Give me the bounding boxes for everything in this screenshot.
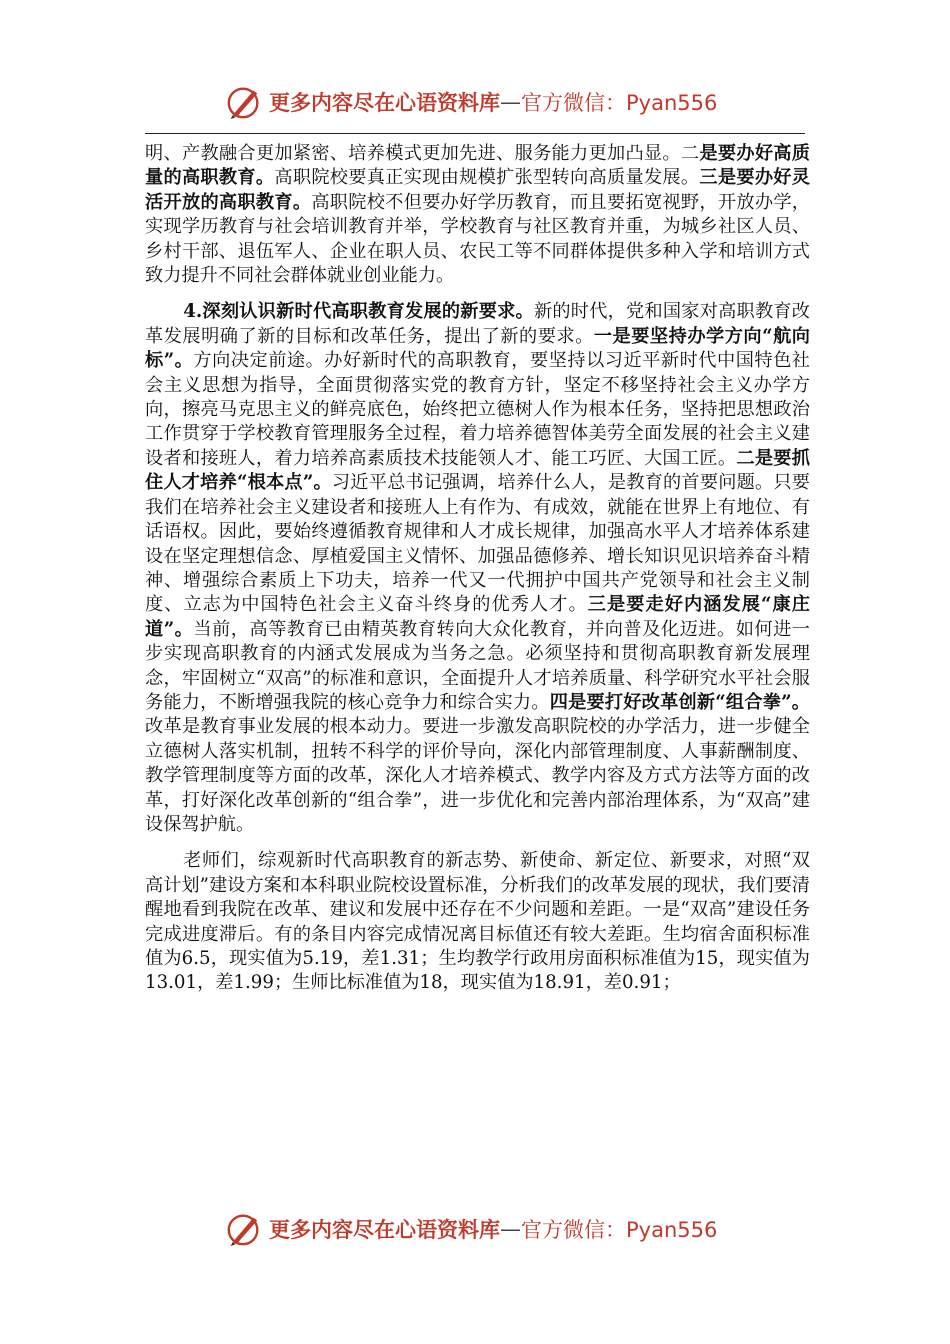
paragraph-2 xyxy=(145,300,810,837)
footer-wechat: 官方微信：Pyan556 xyxy=(521,1218,718,1242)
bold-heading: 二是要抓住人才培养“根本点”。 xyxy=(145,447,810,494)
paragraph-3 xyxy=(145,849,810,995)
footer-text: 更多内容尽在心语资料库 xyxy=(269,1218,500,1242)
header-text: 更多内容尽在心语资料库 xyxy=(269,91,500,115)
body-text: 新的时代，党和国家对高职教育改革发展明确了新的目标和改革任务，提出了新的要求。 xyxy=(145,301,810,347)
bold-heading: 一是要坚持办学方向“航向标”。 xyxy=(145,325,810,372)
page-header xyxy=(225,82,717,122)
body-text: 高职院校要真正实现由规模扩张型转向高质量发展。 xyxy=(274,167,700,189)
paragraph-1 xyxy=(145,142,810,288)
document-body xyxy=(145,142,810,1008)
header-wechat: 官方微信：Pyan556 xyxy=(521,91,718,115)
page-footer xyxy=(225,1209,717,1249)
pen-logo-icon xyxy=(225,83,263,121)
bold-heading: 三是要走好内涵发展“康庄道”。 xyxy=(145,594,810,640)
body-text: 明、产教融合更加紧密、培养模式更加先进、服务能力更加凸显。二 xyxy=(145,143,700,164)
header-dash: — xyxy=(500,90,521,114)
bold-heading: 三是要办好灵活开放的高职教育。 xyxy=(145,167,810,213)
body-text: 高职院校不但要办好学历教育，而且要拓宽视野，开放办学，实现学历教育与社会培训教育并举，学校教育与社区教育并重，为城乡社区人员、乡村干部、退伍军人、企业在职人员、农民工等不同群体提供多种入学和培训方式致力提升不同社会群体就业创业能力。 xyxy=(145,191,810,287)
header-divider xyxy=(145,133,805,134)
body-text: 方向决定前途。办好新时代的高职教育，要坚持以习近平新时代中国特色社会主义思想为指导，全面贯彻落实党的教育方针，坚定不移坚持社会主义办学方向，擦亮马克思主义的鲜亮底色，始终把立德树人作为根本任务，坚持把思想政治工作贯穿于学校教育管理服务全过程，着力培养德智体美劳全面发展的社会主义建设者和接班人，着力培养高素质技术技能领人才、能工巧匠、大国工匠。 xyxy=(145,350,810,469)
footer-dash: — xyxy=(500,1217,521,1241)
body-text: 当前，高等教育已由精英教育转向大众化教育，并向普及化迈进。如何进一步实现高职教育的内涵式发展成为当务之急。必须坚持和贯彻高职教育新发展理念，牢固树立“双高”的标准和意识，全面提升人才培养质量、科学研究水平社会服务能力，不断增强我院的核心竞争力和综合实力。 xyxy=(145,618,810,713)
bold-heading: 四是要打好改革创新“组合拳”。 xyxy=(549,691,810,713)
body-text: 老师们，综观新时代高职教育的新志势、新使命、新定位、新要求，对照“双高计划”建设方案和本科职业院校设置标准，分析我们的改革发展的现状，我们要清醒地看到我院在改革、建议和发展中还存在不少问题和差距。一是“双高”建设任务完成进度滞后。有的条目内容完成情况离目标值还有较大差距。生均宿舍面积标准值为6.5，现实值为5.19，差1.31；生均教学行政用房面积标准值为15，现实值为13.01，差1.99；生师比标准值为18，现实值为18.91，差0.91； xyxy=(145,850,810,994)
bold-heading: 是要办好高质量的高职教育。 xyxy=(145,143,810,189)
body-text: 改革是教育事业发展的根本动力。要进一步激发高职院校的办学活力，进一步健全立德树人落实机制，扭转不科学的评价导向，深化内部管理制度、人事薪酬制度、教学管理制度等方面的改革，深化人才培养模式、教学内容及方式方法等方面的改革，打好深化改革创新的“组合拳”，进一步优化和完善内部治理体系，为“双高”建设保驾护航。 xyxy=(145,716,810,835)
pen-logo-icon xyxy=(225,1210,263,1248)
body-text: 习近平总书记强调，培养什么人，是教育的首要问题。只要我们在培养社会主义建设者和接班人上有作为、有成效，就能在世界上有地位、有话语权。因此，要始终遵循教育规律和人才成长规律，加强高水平人才培养体系建设在坚定理想信念、厚植爱国主义情怀、加强品德修养、增长知识见识培养奋斗精神、增强综合素质上下功夫，培养一代又一代拥护中国共产党领导和社会主义制度、立志为中国特色社会主义奋斗终身的优秀人才。 xyxy=(145,472,810,616)
bold-heading: 4.深刻认识新时代高职教育发展的新要求。 xyxy=(183,301,534,323)
